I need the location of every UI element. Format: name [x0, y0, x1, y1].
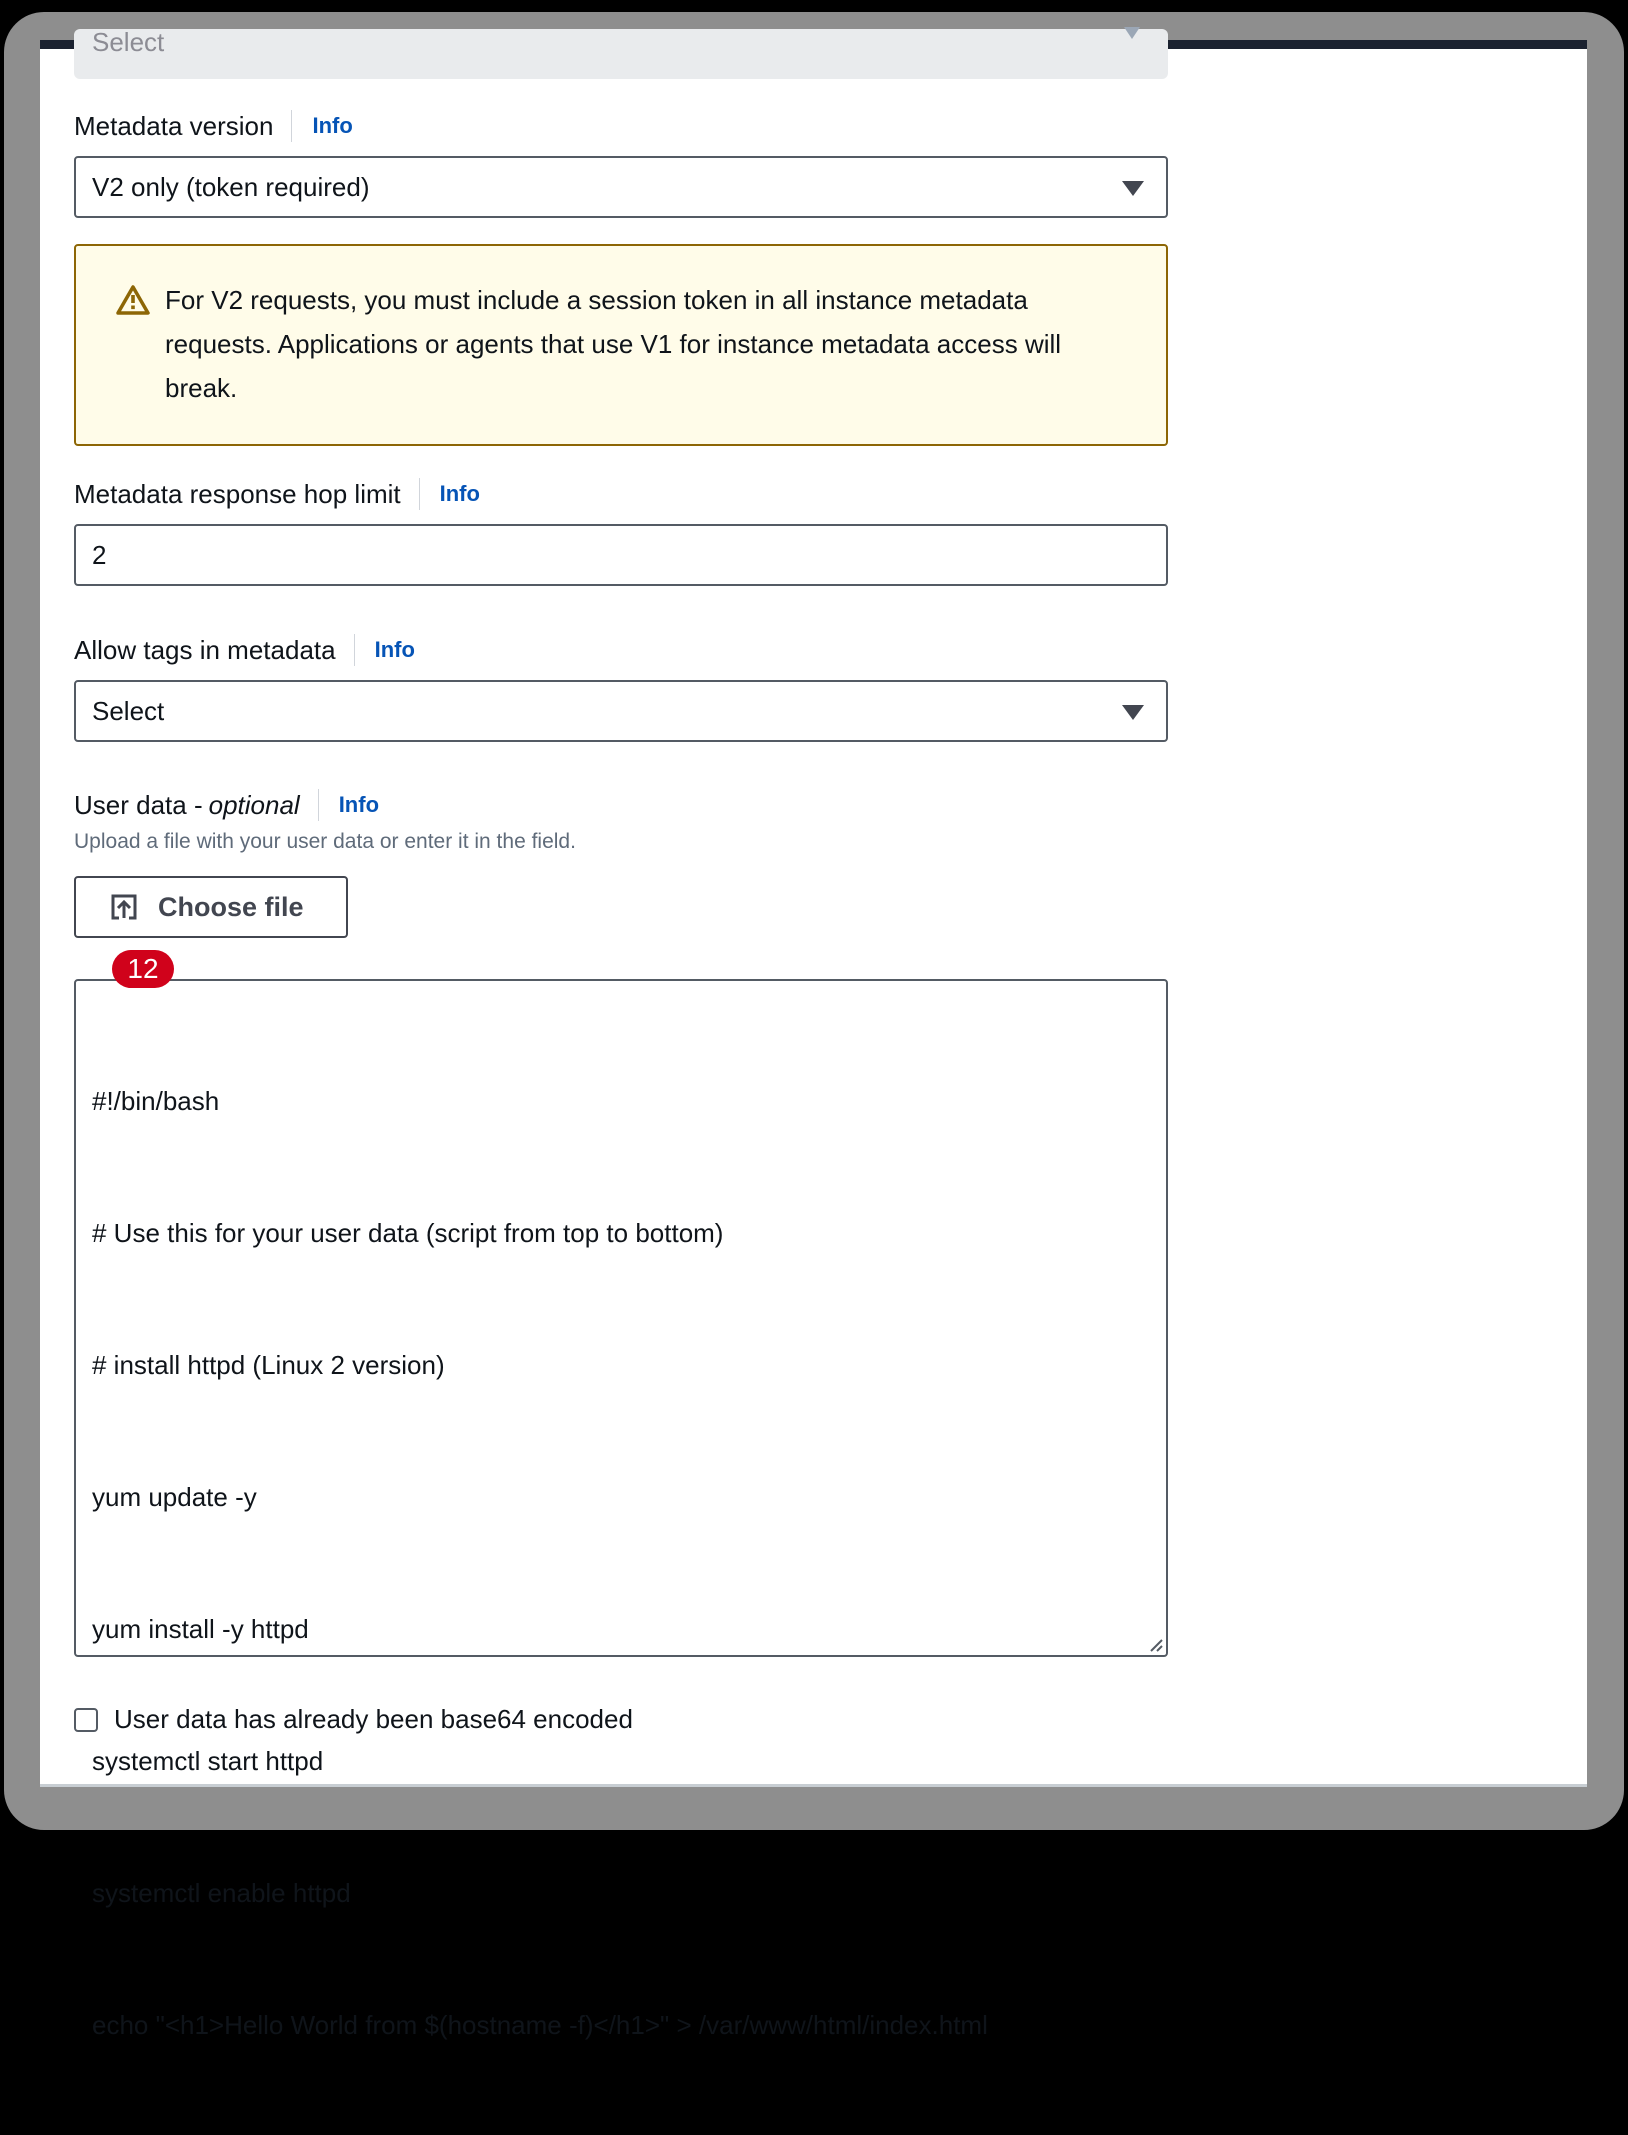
user-data-text	[92, 991, 988, 2135]
code-line: yum install -y httpd	[92, 1614, 309, 1644]
metadata-version-info-link[interactable]: Info	[312, 113, 353, 138]
hop-limit-value: 2	[92, 540, 107, 570]
main-content	[40, 27, 1587, 2040]
caret-down-icon	[1122, 181, 1144, 196]
allow-tags-select[interactable]	[74, 680, 1168, 742]
code-line: # Use this for your user data (script from top to bottom)	[92, 1218, 724, 1248]
choose-file-label: Choose file	[158, 891, 304, 922]
disabled-select-value: Select	[92, 27, 165, 57]
caret-down-icon	[1122, 705, 1144, 720]
hop-limit-info-link[interactable]: Info	[439, 481, 480, 506]
disabled-select	[74, 29, 1168, 79]
base64-encoded-checkbox[interactable]	[74, 1708, 98, 1732]
code-line: #!/bin/bash	[92, 1086, 220, 1116]
hop-limit-label: Metadata response hop limit	[74, 478, 401, 509]
metadata-version-select[interactable]	[74, 156, 1168, 218]
metadata-version-label: Metadata version	[74, 110, 274, 141]
code-line: systemctl enable httpd	[92, 1878, 351, 1908]
user-data-info-link[interactable]: Info	[338, 792, 380, 817]
divider	[318, 789, 319, 821]
user-data-hint: Upload a file with your user data or enter it in the field.	[74, 830, 576, 853]
hop-limit-input[interactable]	[74, 524, 1168, 586]
base64-encoded-label: User data has already been base64 encoded	[114, 1704, 633, 1734]
user-data-label: User data -	[74, 789, 203, 820]
allow-tags-label-row	[74, 633, 415, 667]
code-line: echo "<h1>Hello World from $(hostname -f)</h1>" > /var/www/html/index.html	[92, 2010, 988, 2040]
choose-file-button[interactable]	[74, 876, 348, 938]
user-data-label-row	[74, 788, 379, 822]
hop-limit-label-row	[74, 477, 480, 511]
code-line: # install httpd (Linux 2 version)	[92, 1350, 445, 1380]
allow-tags-info-link[interactable]: Info	[374, 637, 415, 662]
annotation-badge: 12	[112, 950, 174, 988]
allow-tags-value: Select	[92, 696, 165, 726]
base64-encoded-checkbox-row[interactable]	[74, 1704, 633, 1735]
resize-handle-icon[interactable]	[1148, 1637, 1164, 1653]
divider	[291, 110, 292, 142]
allow-tags-label: Allow tags in metadata	[74, 634, 336, 665]
metadata-version-value: V2 only (token required)	[92, 172, 370, 202]
warning-message: For V2 requests, you must include a session token in all instance metadata requests. Applications or agents that use V1 for instance metadata access will break.	[165, 285, 1062, 403]
warning-icon	[116, 284, 150, 316]
metadata-version-label-row	[74, 109, 353, 143]
user-data-optional: optional	[208, 789, 300, 820]
upload-icon	[110, 893, 138, 921]
code-line: systemctl start httpd	[92, 1746, 324, 1776]
divider	[419, 478, 420, 510]
caret-down-icon	[1124, 27, 1140, 39]
divider	[354, 634, 355, 666]
code-line: yum update -y	[92, 1482, 257, 1512]
warning-alert	[74, 244, 1168, 446]
